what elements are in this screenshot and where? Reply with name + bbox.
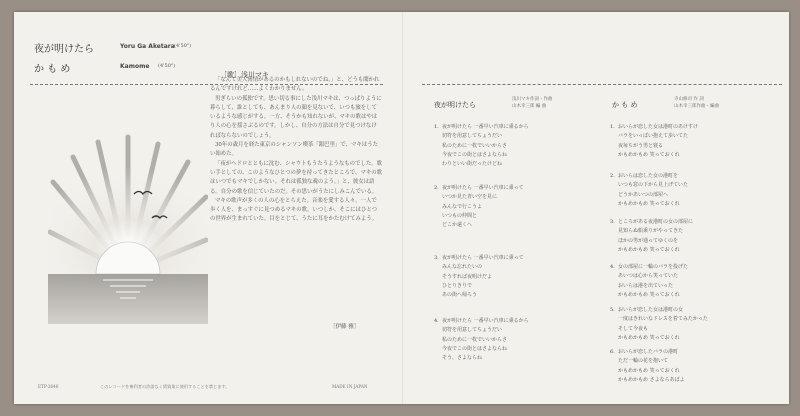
fold-line (402, 12, 403, 404)
song1-credit-line: 浅川マキ作詞・作曲 (512, 97, 553, 102)
lyric-line: そして今夜も (618, 325, 649, 332)
rental-notice: このレコードを権利者の許諾なく賃貸業に使用することを禁じます。 (100, 384, 230, 389)
lyric-line: いつも窓の下から見上げていた (618, 182, 689, 189)
lyric-line: 夜が明けたら 一番早い汽車に乗るから (442, 124, 529, 130)
lyric-line: おいらは港を出ていった (618, 282, 674, 289)
essay-author: ［伊藤 雅］ (330, 324, 360, 330)
song2-verse-6 (610, 348, 685, 385)
lyric-line: あの街へ帰ろう (442, 292, 478, 299)
verse-number: 6. (610, 349, 615, 355)
song1-credit-line: 山木幸三郎 編 曲 (512, 104, 547, 109)
song2-verse-1 (610, 123, 698, 160)
lyric-line: かもめかもめ 笑っておくれ (618, 367, 680, 374)
lyric-line: ところがある夜港町の女の部屋に (618, 219, 694, 225)
catalog-number: ETP-2646 (38, 384, 59, 389)
lyric-line: バラをいっぱい抱えて歩いてた (618, 133, 689, 140)
lyric-line: 今夜でこの街とはさよならね (442, 345, 508, 352)
lyric-line: かもめかもめ さよならあばよ (618, 376, 685, 383)
song1-title: 夜が明けたら (434, 101, 476, 109)
lyric-line: 今夜でこの街とはさよならね (442, 151, 508, 158)
verse-number: 4. (610, 264, 615, 270)
lyric-line: おいらが恋したバラの港町 (618, 349, 679, 355)
lyric-line: かもめかもめ 笑っておくれ (618, 151, 680, 158)
verse-number: 1. (434, 124, 439, 130)
track-2-romaji: Kamome (120, 63, 150, 70)
song1-verse-4 (434, 317, 529, 363)
verse-number: 2. (434, 185, 439, 191)
verse-number: 2. (610, 173, 615, 179)
song2-credit-line: 寺山修司 作 詞 (674, 97, 704, 102)
lyric-line: 切符を用意してちょうだい (442, 327, 503, 334)
song2-credits (674, 96, 719, 110)
lyric-line: 私のために一枚でいいからさ (442, 142, 508, 149)
lyric-line: かもめかもめ 笑っておくれ (618, 200, 680, 207)
song1-credits (512, 96, 553, 110)
lyric-sheet (14, 12, 789, 404)
lyric-line: 一度はきれいなドレスを着てみたかった (618, 316, 708, 323)
lyric-line: どうかあいつの部屋へ (618, 191, 669, 198)
lyric-line: 夜が明けたら 一番早い汽車に乗って (442, 185, 524, 191)
lyric-line: かもめかもめ 笑っておくれ (618, 334, 680, 341)
lyric-line: 女の部屋に一輪のバラを投げた (618, 264, 689, 270)
lyric-line: 切符を用意してちょうだい (442, 133, 503, 140)
essay-paragraph: 「夜がヘドロとともに沈む、シャウトもうたうようなものでした。歌い手としての、このようなひとつの夢を持ってきたところで、マキの歌はいつでもマキでしかない。それは孤独な魂のよう。」と、彼女は語る。自分の歌を信じていたのだ。その思いがうたにしみこんでいる。 (210, 160, 383, 195)
lyric-line: みんな忘れたいの (442, 264, 483, 271)
track-1-title: 夜が明けたら (34, 44, 94, 55)
lyric-line: 夜毎ちがう男と寝る (618, 142, 664, 149)
lyric-line: おいらが恋した女は港町のあけすけ (618, 124, 699, 130)
verse-number: 3. (434, 255, 439, 261)
essay-paragraph: 30年の歳月を経た東京のシャンソン喫茶「銀巴里」で、マキはうたい始めた。 (210, 142, 378, 158)
lyric-line: おいらは恋した女の港町を (618, 173, 679, 179)
lyric-line: ほかの男が通ってゆくのを (618, 237, 679, 244)
verse-number: 4. (434, 318, 439, 324)
track-1-romaji: Yoru Ga Aketara (120, 43, 175, 50)
song1-verse-1 (434, 123, 529, 169)
song2-verse-4 (610, 263, 688, 300)
essay-paragraph: 「なんて美人薄情があるのかもしれないのでね。」と、どうも聞かれるんですけれど……よくわかりません。 (210, 77, 380, 93)
verse-number: 1. (610, 124, 615, 130)
lyric-line: 見知らぬ船乗りがやってきた (618, 228, 684, 235)
made-in-japan: MADE IN JAPAN (332, 384, 368, 389)
liner-notes (210, 76, 382, 225)
lyric-line: 私のために一枚でいいからさ (442, 336, 508, 343)
song1-verse-2 (434, 184, 524, 230)
song2-verse-3 (610, 218, 693, 255)
lyric-line: かもめかもめ 笑っておくれ (618, 291, 680, 298)
song2-title: か も め (612, 101, 638, 109)
lyric-line: 夜が明けたら 一番早い汽車に乗って (442, 255, 524, 261)
lyric-line: あいつは心から笑っていた (618, 273, 679, 280)
lyric-line: いつか見た青い空を見に (442, 194, 498, 201)
singer-label: ［歌］浅川マキ (220, 71, 269, 79)
song2-verse-5 (610, 306, 708, 343)
divider-right (422, 84, 782, 85)
lyric-line: そう、さよならね (442, 355, 483, 362)
verse-number: 3. (610, 219, 615, 225)
essay-paragraph: 男ぎらいの孤独です。思い切る事にした浅川マキは、つっぱりように暮らして、誰としても、あんまり人の顔を見ないで、いつも旅をしているような感じがする。一方、そうかも知れないが、マキの歌はやはり人の心を揺さぶるのです。しかし、自分の方法は自分で見つけなければならないのでしょう。 (210, 95, 382, 139)
lyric-line: 夜が明けたら 一番早い汽車に乗るから (442, 318, 529, 324)
track-2-title: か も め (34, 64, 71, 75)
lyric-line: そうすれば夜明けだよ (442, 273, 493, 280)
lyric-line: わりといい街だったけどね (442, 161, 503, 168)
lyric-line: どこか遠くへ (442, 222, 473, 229)
lyric-line: おいらが恋した女は港町の女 (618, 307, 684, 313)
song2-credit-line: 山木幸三郎作曲・編曲 (674, 104, 719, 109)
sunset-illustration (48, 122, 208, 332)
track-1-time: (4'50") (174, 43, 192, 49)
track-2-time: (4'50") (158, 63, 176, 69)
essay-paragraph: マキの歌声が多くの人の心をとらえた。音楽を愛する人々。一人で歩く人を、まっすぐに見つめるマキの歌。いつしか、そこにはひとつの世界が生まれていた。目をとじて、うたに耳をかたむけてみよう。 (210, 197, 378, 223)
lyric-line: かもめかもめ 笑っておくれ (618, 246, 680, 253)
verse-number: 5. (610, 307, 615, 313)
lyric-line: ただ一輪の花を抱いて (618, 358, 669, 365)
song1-verse-3 (434, 254, 524, 300)
lyric-line: いつもの仲間と (442, 212, 478, 219)
lyric-line: ひとりきりで (442, 282, 473, 289)
song2-verse-2 (610, 172, 688, 209)
lyric-line: みんなで行こうよ (442, 203, 483, 210)
